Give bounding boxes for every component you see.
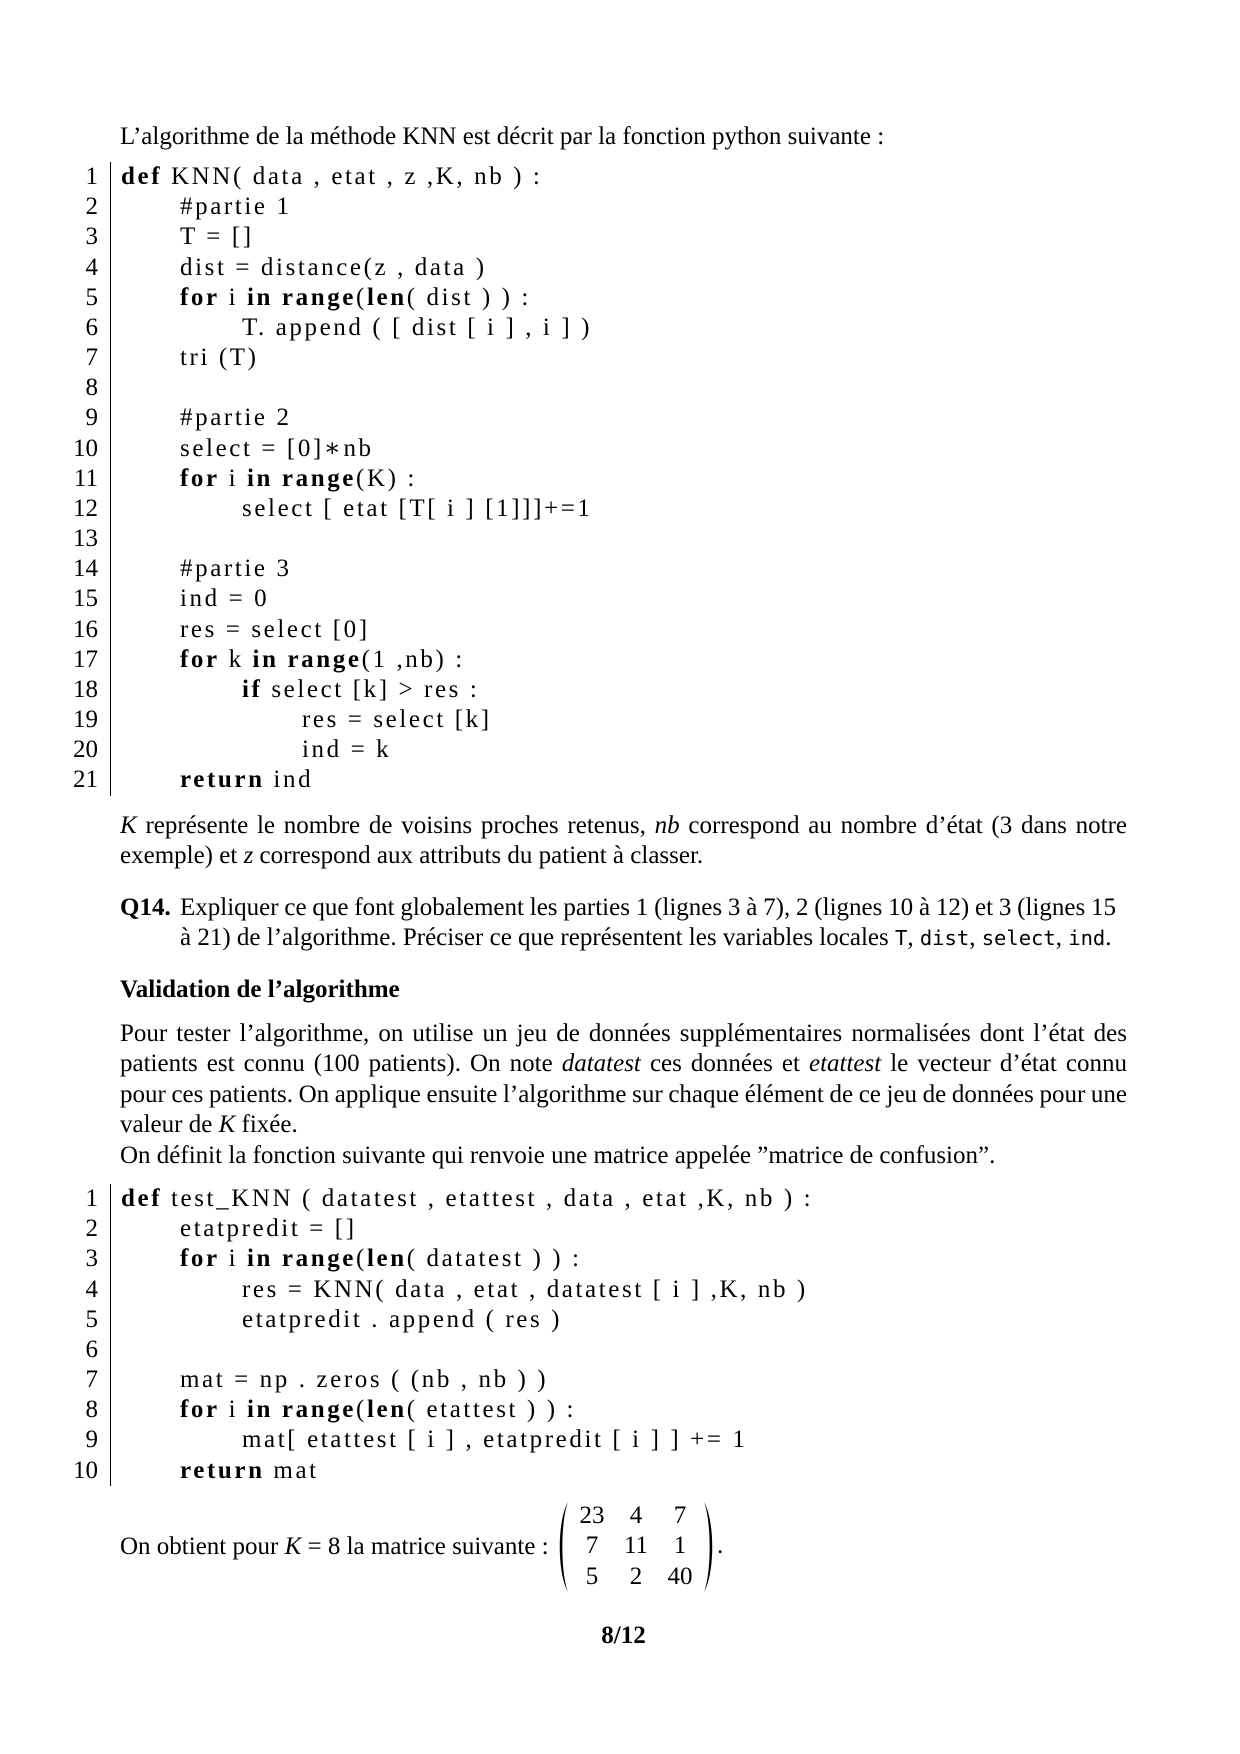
line-number: 8 — [85, 374, 98, 402]
text-run: ( etattest ) ) : — [406, 1396, 577, 1424]
text-run: valeur de — [120, 1111, 219, 1139]
code-keyword: len — [366, 1396, 407, 1424]
code-keyword: len — [366, 1245, 407, 1273]
line-number: 10 — [73, 1456, 98, 1484]
inline-code: select — [981, 926, 1056, 951]
code-text — [110, 1335, 1010, 1365]
line-number: 18 — [73, 675, 98, 703]
question-line — [180, 893, 1116, 923]
code-text — [110, 1425, 1010, 1455]
text-run: i — [219, 1396, 247, 1424]
code-line — [0, 253, 1240, 283]
left-parenthesis — [556, 1501, 570, 1593]
line-number: 13 — [73, 525, 98, 553]
matrix-cell: 5 — [585, 1562, 599, 1590]
paragraph-line — [120, 1141, 1127, 1171]
code-keyword: in — [246, 1396, 274, 1424]
matrix-cell: 23 — [579, 1502, 605, 1529]
code-line — [0, 1305, 1240, 1335]
matrix-row — [570, 1501, 702, 1531]
code-text — [110, 313, 1010, 343]
paragraph-line — [120, 811, 1127, 841]
code-text — [110, 615, 1010, 645]
line-number: 6 — [85, 313, 98, 341]
text-run: (1 ,nb) : — [361, 645, 465, 673]
code-text — [110, 765, 1010, 795]
code-text — [110, 283, 1010, 313]
text-run: correspond au nombre d’état (3 dans notre — [679, 812, 1127, 839]
code-line — [0, 1425, 1240, 1455]
italic-text: etattest — [808, 1050, 882, 1078]
code-line — [0, 313, 1240, 343]
code-line — [0, 343, 1240, 373]
italic-text: datatest — [561, 1050, 641, 1078]
code-line — [0, 403, 1240, 433]
line-number: 1 — [85, 163, 98, 190]
text-run: KNN( data , etat , z ,K, nb ) : — [162, 163, 543, 190]
code-line — [0, 1395, 1240, 1425]
line-number: 11 — [73, 464, 98, 492]
italic-text: nb — [654, 812, 680, 839]
code-text — [110, 735, 1010, 765]
code-line — [0, 494, 1240, 524]
code-line — [0, 1275, 1240, 1305]
matrix-row — [570, 1562, 702, 1592]
code-line — [0, 283, 1240, 313]
line-number: 14 — [73, 555, 98, 583]
line-number: 10 — [73, 434, 98, 462]
matrix-cell: 7 — [673, 1502, 687, 1529]
page-number: 8/12 — [601, 1622, 646, 1649]
italic-text: z — [243, 842, 254, 870]
text-run: select = [0]∗nb — [180, 434, 374, 462]
code-keyword: return — [180, 1456, 265, 1484]
matrix-cell: 2 — [629, 1562, 643, 1590]
text-run: select [k] > res : — [262, 675, 480, 703]
inline-code: dist — [919, 926, 970, 951]
code-line — [0, 1365, 1240, 1395]
code-line — [0, 675, 1240, 705]
text-run: patients est connu (100 patients). On note — [120, 1050, 562, 1078]
text-run: etatpredit = [] — [180, 1215, 357, 1243]
sentence-period: . — [717, 1532, 724, 1560]
text-run: ( datatest ) ) : — [406, 1245, 582, 1273]
line-number: 7 — [85, 1366, 98, 1394]
code-text — [110, 464, 1010, 494]
line-number: 6 — [85, 1335, 98, 1363]
code-line — [0, 645, 1240, 675]
code-line — [0, 222, 1240, 252]
matrix-table — [570, 1501, 702, 1592]
right-parenthesis — [702, 1501, 716, 1593]
code-line — [0, 1184, 1240, 1214]
code-keyword: range — [281, 283, 357, 311]
code-line — [0, 615, 1240, 645]
code-text — [110, 1456, 1010, 1486]
line-number: 3 — [85, 1245, 98, 1273]
code-keyword: in — [246, 464, 274, 492]
code-text — [110, 434, 1010, 464]
line-number: 3 — [85, 223, 98, 251]
section-heading: Validation de l’algorithme — [120, 976, 400, 1003]
code-line — [0, 1214, 1240, 1244]
code-keyword: for — [180, 645, 220, 673]
code-text — [110, 1214, 1010, 1244]
paragraph-parameters — [120, 811, 1127, 872]
line-number: 8 — [85, 1396, 98, 1424]
confusion-matrix — [556, 1501, 726, 1593]
code-keyword: in — [246, 1245, 274, 1273]
code-keyword: for — [180, 464, 220, 492]
text-run: res = select [0] — [180, 615, 370, 643]
code-text — [110, 1184, 1010, 1214]
text-run — [273, 465, 282, 492]
line-number: 17 — [73, 645, 98, 673]
code-keyword: for — [180, 1396, 220, 1424]
text-run: ind = 0 — [180, 585, 270, 613]
text-run: ces données et — [640, 1050, 809, 1078]
code-line — [0, 373, 1240, 403]
code-text — [110, 253, 1010, 283]
text-run: ( — [356, 1396, 367, 1424]
line-number: 4 — [85, 253, 98, 281]
code-line — [0, 1244, 1240, 1274]
code-text — [110, 373, 1010, 403]
line-number: 4 — [85, 1275, 98, 1303]
paragraph-line — [120, 1049, 1127, 1079]
paragraph-line — [120, 1019, 1127, 1049]
text-run: correspond aux attributs du patient à classer. — [253, 842, 704, 870]
result-sentence — [120, 1532, 560, 1562]
code-line — [0, 192, 1240, 222]
text-run: = 8 la matrice suivante : — [301, 1533, 549, 1560]
code-line — [0, 162, 1240, 192]
code-text — [110, 524, 1010, 554]
text-run: tri (T) — [180, 344, 259, 372]
text-run: représente le nombre de voisins proches retenus, — [136, 812, 655, 839]
code-line — [0, 434, 1240, 464]
code-keyword: def — [121, 1185, 163, 1212]
code-keyword: in — [246, 283, 274, 311]
line-number: 9 — [85, 1426, 98, 1454]
paragraph-validation — [120, 1019, 1127, 1171]
text-run: k — [219, 645, 253, 673]
text-run: #partie 1 — [180, 193, 292, 221]
matrix-cell: 4 — [629, 1502, 643, 1529]
text-run: T = [] — [180, 223, 254, 251]
line-number: 9 — [85, 404, 98, 432]
text-run: Expliquer ce que font globalement les parties 1 (lignes 3 à 7), 2 (lignes 10 à 12) et 3 (lignes 15 — [180, 894, 1116, 921]
paragraph-line — [120, 1110, 1127, 1140]
code-text — [110, 192, 1010, 222]
code-text — [110, 584, 1010, 614]
text-run: #partie 3 — [180, 555, 292, 583]
code-keyword: if — [242, 675, 263, 703]
matrix-cell: 1 — [673, 1532, 687, 1560]
text-run: mat — [264, 1456, 319, 1484]
matrix-cell: 7 — [585, 1532, 599, 1560]
text-run: exemple) et — [120, 842, 244, 870]
code-line — [0, 584, 1240, 614]
code-text — [110, 403, 1010, 433]
matrix-cell: 11 — [623, 1532, 649, 1560]
line-number: 12 — [73, 494, 98, 522]
code-text — [110, 1244, 1010, 1274]
code-keyword: range — [281, 464, 357, 492]
text-run: (K) : — [356, 464, 417, 492]
line-number: 15 — [73, 585, 98, 613]
code-text — [110, 645, 1010, 675]
code-line — [0, 705, 1240, 735]
code-keyword: range — [287, 645, 362, 673]
text-run: Pour tester l’algorithme, on utilise un jeu de données supplémentaires normalisées dont l’état des — [120, 1020, 1127, 1047]
text-run: res = KNN( data , etat , datatest [ i ] ,K, nb ) — [242, 1275, 808, 1303]
code-keyword: len — [366, 283, 407, 311]
code-keyword: return — [180, 766, 265, 794]
code-text — [110, 675, 1010, 705]
code-keyword: for — [180, 1245, 220, 1273]
text-run: ind — [264, 766, 314, 794]
question-text — [180, 893, 1116, 954]
code-text — [110, 1305, 1010, 1335]
code-text — [110, 1395, 1010, 1425]
code-line — [0, 765, 1240, 795]
code-listing-test-knn — [0, 1184, 1240, 1486]
text-run: i — [219, 283, 247, 311]
text-run: i — [219, 464, 247, 492]
text-run: dist = distance(z , data ) — [180, 253, 487, 281]
question-number: Q14. — [120, 894, 171, 921]
inline-code: ind — [1068, 926, 1106, 951]
code-text — [110, 554, 1010, 584]
code-line — [0, 1456, 1240, 1486]
code-keyword: in — [252, 645, 279, 673]
text-run: , — [1055, 924, 1069, 952]
text-run: ind = k — [302, 736, 392, 764]
text-run — [273, 1245, 282, 1272]
italic-text: K — [218, 1111, 236, 1139]
code-line — [0, 1335, 1240, 1365]
matrix-row — [570, 1531, 702, 1561]
text-run: mat[ etattest [ i ] , etatpredit [ i ] ] += 1 — [242, 1426, 748, 1454]
line-number: 20 — [73, 736, 98, 764]
text-run: T. append ( [ dist [ i ] , i ] ) — [242, 313, 593, 341]
line-number: 16 — [73, 615, 98, 643]
matrix-cell: 40 — [667, 1562, 693, 1590]
line-number: 2 — [85, 1215, 98, 1243]
text-run: . — [1105, 924, 1112, 952]
inline-code: T — [894, 926, 908, 951]
text-run — [273, 1396, 282, 1423]
text-run: à 21) de l’algorithme. Préciser ce que représentent les variables locales — [180, 924, 895, 952]
text-run: On définit la fonction suivante qui renvoie une matrice appelée ”matrice de confusion”. — [120, 1141, 996, 1169]
code-text — [110, 494, 1010, 524]
code-line — [0, 464, 1240, 494]
code-text — [110, 343, 1010, 373]
code-keyword: def — [121, 163, 163, 190]
text-run: #partie 2 — [180, 404, 292, 432]
text-run: test_KNN ( datatest , etattest , data , etat ,K, nb ) : — [162, 1185, 814, 1212]
code-line — [0, 735, 1240, 765]
text-run: ( — [356, 1245, 367, 1273]
text-run: On obtient pour — [120, 1533, 285, 1560]
code-text — [110, 1275, 1010, 1305]
text-run: etatpredit . append ( res ) — [242, 1305, 563, 1333]
text-run: i — [219, 1245, 247, 1273]
question-q14 — [120, 893, 1127, 954]
text-run: le vecteur d’état connu — [881, 1050, 1127, 1078]
text-run: , — [969, 924, 982, 952]
code-listing-knn — [0, 162, 1240, 796]
text-run: fixée. — [235, 1111, 298, 1139]
paragraph-line — [120, 841, 1127, 871]
line-number: 7 — [85, 344, 98, 372]
line-number: 1 — [85, 1185, 98, 1212]
text-run: res = select [k] — [302, 706, 492, 734]
italic-text: K — [284, 1533, 302, 1560]
text-run: ( dist ) ) : — [406, 283, 531, 311]
text-run: , — [907, 924, 920, 952]
code-keyword: for — [180, 283, 220, 311]
text-run — [273, 284, 282, 311]
line-number: 2 — [85, 193, 98, 221]
code-keyword: range — [281, 1396, 357, 1424]
line-number: 19 — [73, 706, 98, 734]
paragraph-line — [120, 1080, 1127, 1110]
text-run: select [ etat [T[ i ] [1]]]+=1 — [242, 494, 593, 522]
line-number: 21 — [73, 766, 98, 794]
question-line — [180, 923, 1116, 953]
code-text — [110, 1365, 1010, 1395]
line-number: 5 — [85, 1305, 98, 1333]
code-text — [110, 705, 1010, 735]
line-number: 5 — [85, 283, 98, 311]
code-line — [0, 524, 1240, 554]
italic-text: K — [120, 812, 137, 839]
code-keyword: range — [281, 1245, 357, 1273]
code-text — [110, 222, 1010, 252]
text-run: pour ces patients. On applique ensuite l’algorithme sur chaque élément de ce jeu de données pour une — [120, 1080, 1127, 1108]
code-text — [110, 162, 1010, 192]
code-line — [0, 554, 1240, 584]
text-run: mat = np . zeros ( (nb , nb ) ) — [180, 1366, 549, 1394]
intro-text: L’algorithme de la méthode KNN est décrit par la fonction python suivante : — [120, 123, 885, 150]
text-run: ( — [356, 283, 367, 311]
